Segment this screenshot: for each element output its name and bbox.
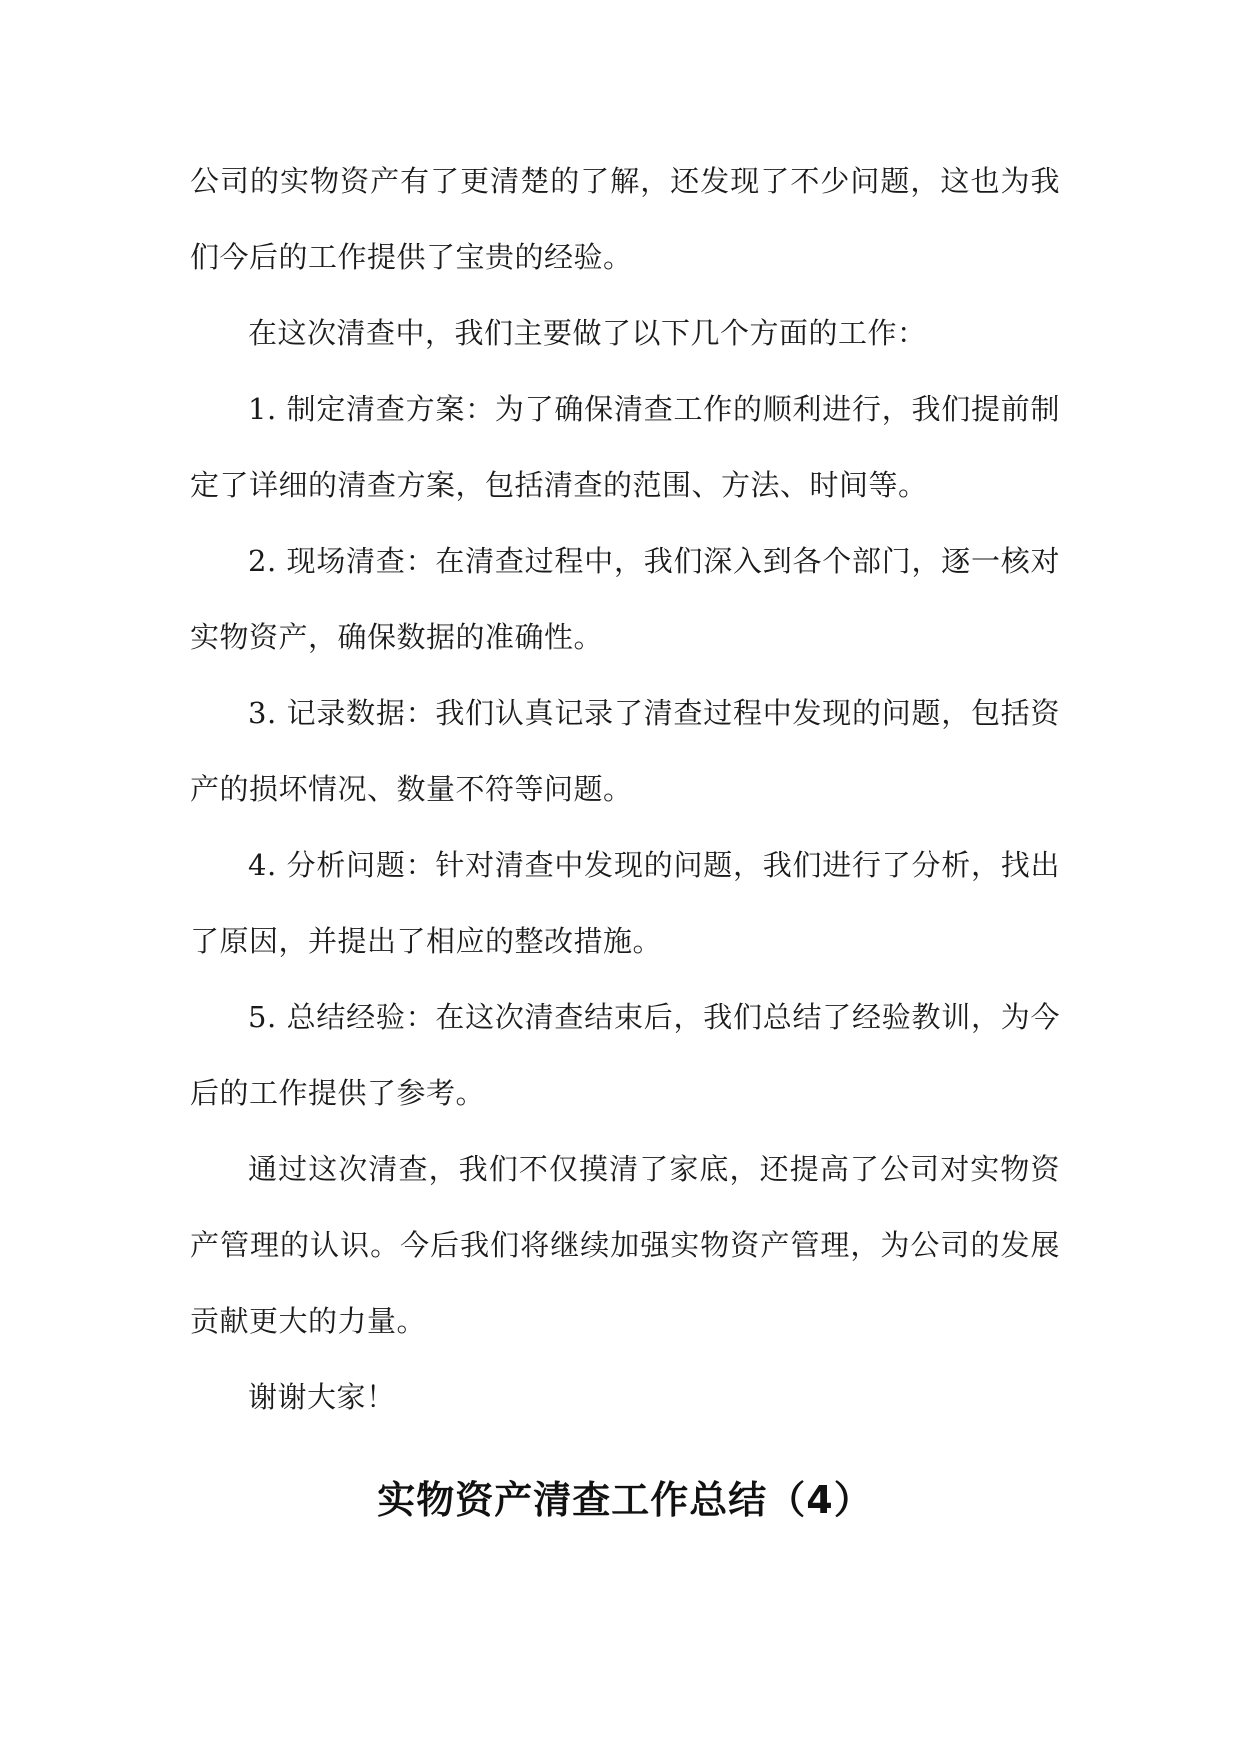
paragraph-intro: 在这次清查中，我们主要做了以下几个方面的工作： xyxy=(248,316,927,350)
paragraph-conclusion: 通过这次清查，我们不仅摸清了家底，还提高了公司对实物资产管理的认识。今后我们将继续加强实物资产管理，为公司的发展贡献更大的力量。 xyxy=(190,1152,1060,1338)
paragraph-continuation: 公司的实物资产有了更清楚的了解，还发现了不少问题，这也为我们今后的工作提供了宝贵的经验。 xyxy=(190,164,1060,274)
section-title: 实物资产清查工作总结（4） xyxy=(377,1478,873,1522)
list-item-onsite: 2. 现场清查：在清查过程中，我们深入到各个部门，逐一核对实物资产，确保数据的准确性。 xyxy=(190,544,1060,654)
list-item-analysis: 4. 分析问题：针对清查中发现的问题，我们进行了分析，找出了原因，并提出了相应的整改措施。 xyxy=(190,848,1060,958)
list-item-summary: 5. 总结经验：在这次清查结束后，我们总结了经验教训，为今后的工作提供了参考。 xyxy=(190,1000,1060,1110)
list-item-record: 3. 记录数据：我们认真记录了清查过程中发现的问题，包括资产的损坏情况、数量不符等问题。 xyxy=(190,696,1060,806)
document-body xyxy=(190,143,1060,1435)
list-item-plan: 1. 制定清查方案：为了确保清查工作的顺利进行，我们提前制定了详细的清查方案，包括清查的范围、方法、时间等。 xyxy=(190,392,1060,502)
paragraph-thanks: 谢谢大家！ xyxy=(248,1380,396,1414)
